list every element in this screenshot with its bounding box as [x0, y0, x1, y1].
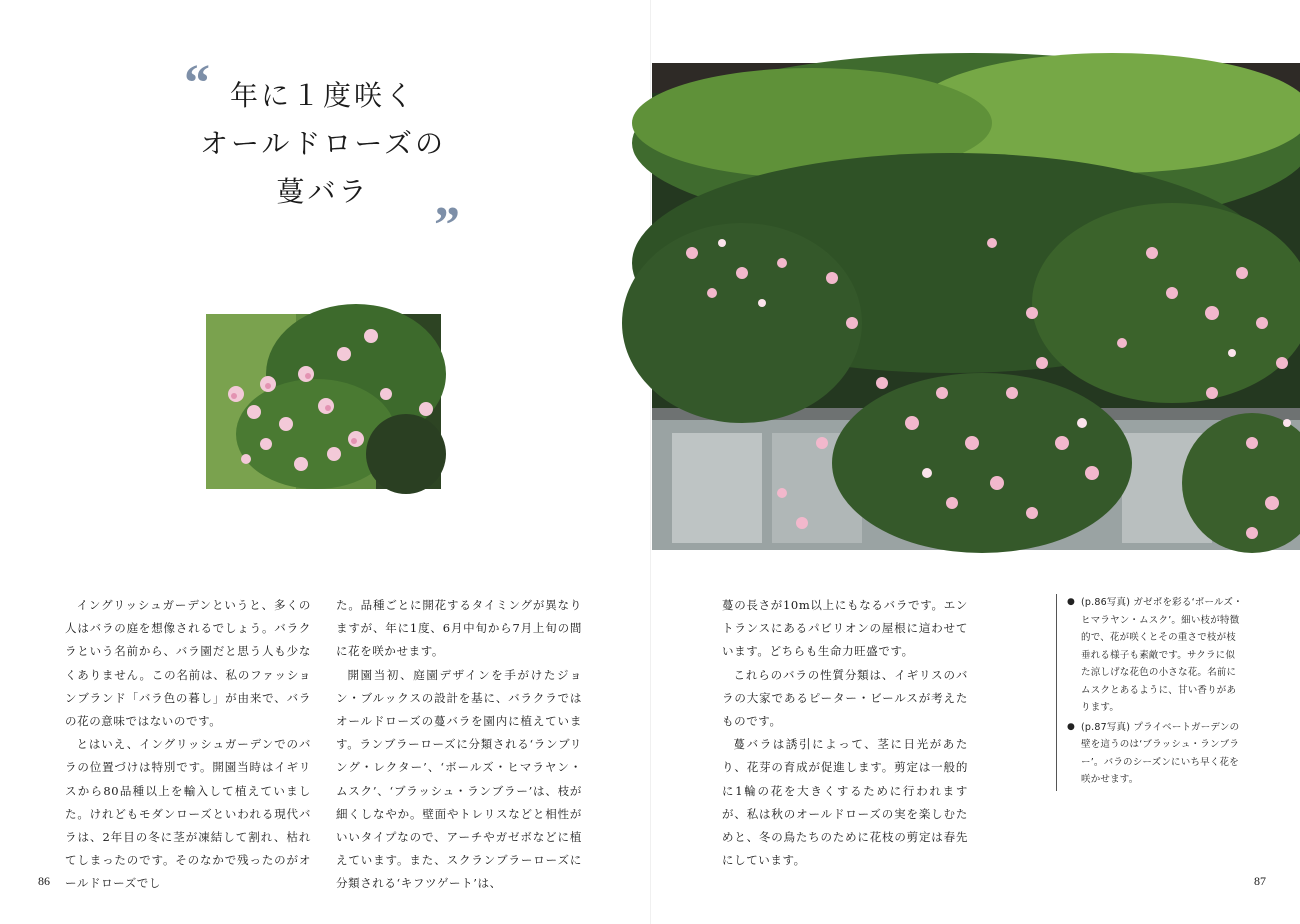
paragraph: 蔓の長さが10m以上にもなるバラです。エントランスにあるパビリオンの屋根に這わせています。どちらも生命力旺盛です。	[722, 598, 968, 659]
rose-wall-photo	[652, 63, 1300, 550]
open-quote-mark: “	[184, 55, 210, 112]
page-number: 87	[1254, 874, 1266, 888]
paragraph: イングリッシュガーデンというと、多くの人はバラの庭を想像されるでしょう。バラクラという名前から、バラ園だと思う人も少なくありません。この名前は、私のファッションブランド「バラ色の暮し」が由来で、バラの花の意味ではないのです。	[65, 598, 311, 729]
body-column-2	[336, 594, 582, 891]
caption-p86	[1067, 594, 1243, 717]
title-line-2: オールドローズの	[199, 127, 447, 160]
page-number: 86	[38, 874, 50, 888]
bullet-icon: ●	[1067, 721, 1076, 732]
paragraph: これらのバラの性質分類は、イギリスのバラの大家であるピーター・ビールスが考えたものです。	[722, 667, 968, 729]
caption-p87	[1067, 719, 1243, 789]
close-quote-mark: ”	[434, 197, 460, 254]
body-column-1	[65, 594, 311, 891]
title-line-3: 蔓バラ	[276, 175, 370, 208]
caption-text: (p.86写真) ガゼボを彩る‘ボールズ・ヒマラヤン・ムスク’。細い枝が特徴的で、花が咲くとその重さで枝が枝垂れる様子も素敵です。サクラに似た涼しげな花色の小さな花。名前にムスクとあるように、甘い香りがあります。	[1081, 597, 1243, 713]
caption-text: (p.87写真) プライベートガーデンの壁を這うのは‘ブラッシュ・ランブラー’。バラのシーズンにいち早く花を咲かせます。	[1081, 721, 1240, 785]
photo-captions	[1056, 594, 1243, 791]
paragraph: た。品種ごとに開花するタイミングが異なりますが、年に1度、6月中旬から7月上旬の間に花を咲かせます。	[336, 598, 582, 659]
bullet-icon: ●	[1067, 597, 1076, 607]
rose-gazebo-photo	[206, 314, 441, 489]
paragraph: 蔓バラは誘引によって、茎に日光があたり、花芽の育成が促進します。剪定は一般的に1輪の花を大きくするために行われますが、私は秋のオールドローズの実を楽しむためと、冬の鳥たちのために花枝の剪定は春先にしています。	[722, 737, 968, 868]
title-line-1: 年に１度咲く	[229, 79, 416, 112]
paragraph: 開園当初、庭園デザインを手がけたジョン・ブルックスの設計を基に、バラクラではオールドローズの蔓バラを園内に植えています。ランブラーローズに分類される‘ランブリング・レクター’、‘ボールズ・ヒマラヤン・ムスク’、‘ブラッシュ・ランブラー’は、枝が細くしなやか。壁面やトレリスなどと相性がいいタイプなので、アーチやガゼボなどに植えています。また、スクランブラーローズに分類される‘キフツゲート’は、	[336, 667, 582, 891]
body-column-3	[722, 594, 968, 868]
paragraph: とはいえ、イングリッシュガーデンでのバラの位置づけは特別です。開園当時はイギリスから80品種以上を輸入して植えていました。けれどもモダンローズといわれる現代バラは、2年目の冬に茎が凍結して割れ、枯れてしまったのです。そのなかで残ったのがオールドローズでし	[65, 737, 311, 891]
right-page	[650, 0, 1300, 924]
